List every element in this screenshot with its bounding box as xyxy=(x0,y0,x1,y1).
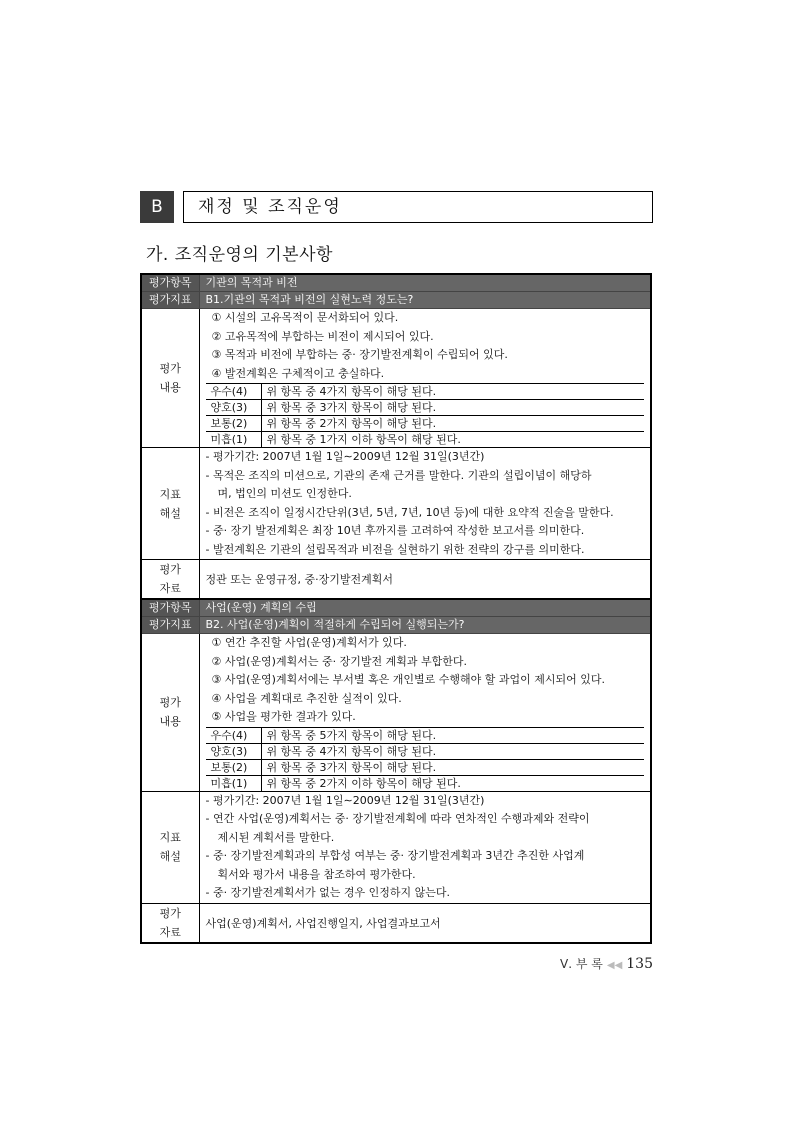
grade-desc: 위 항목 중 3가지 항목이 해당 된다. xyxy=(261,400,644,416)
list-item: ⑤ 사업을 평가한 결과가 있다. xyxy=(211,710,356,723)
grade-row xyxy=(206,384,645,400)
note-line: - 중· 장기발전계획서가 없는 경우 인정하지 않는다. xyxy=(205,886,450,899)
material-label-line: 평가 xyxy=(159,906,181,920)
grade-row xyxy=(206,743,645,759)
materials-value: 사업(운영)계획서, 사업진행일지, 사업결과보고서 xyxy=(199,903,651,943)
note-line: 제시된 계획서를 말한다. xyxy=(217,830,335,844)
material-label-line: 평가 xyxy=(159,563,181,576)
notes-cell xyxy=(199,791,651,903)
page-number: 135 xyxy=(626,956,653,972)
note-line: - 발전계획은 기관의 설립목적과 비전을 실현하기 위한 전략의 강구를 의미한다. xyxy=(205,542,585,556)
grade-desc: 위 항목 중 2가지 항목이 해당 된다. xyxy=(261,416,644,432)
note-line: - 평가기간: 2007년 1월 1일∼2009년 12월 31일(3년간) xyxy=(205,793,485,807)
item-label: 평가항목 xyxy=(141,599,199,617)
table-row xyxy=(141,560,651,600)
grade-name: 보통(2) xyxy=(206,759,262,775)
grade-desc: 위 항목 중 4가지 항목이 해당 된다. xyxy=(261,743,644,759)
content-label-line: 내용 xyxy=(159,715,181,729)
grade-name: 우수(4) xyxy=(206,384,262,400)
explain-label xyxy=(141,448,199,560)
indicator-value: B1.기관의 목적과 비전의 실현노력 정도는? xyxy=(199,292,651,309)
explain-label-line: 해설 xyxy=(159,506,181,520)
grade-row xyxy=(206,759,645,775)
grade-row xyxy=(206,400,645,416)
note-line: - 비전은 조직이 일정시간단위(3년, 5년, 7년, 10년 등)에 대한 요약적 진술을 말한다. xyxy=(205,505,614,519)
content-list xyxy=(206,634,645,727)
list-item: ④ 발전계획은 구체적이고 충실하다. xyxy=(211,366,385,380)
table-row xyxy=(141,903,651,943)
content-label-line: 평가 xyxy=(159,696,181,710)
note-line: - 중· 장기 발전계획은 최장 10년 후까지를 고려하여 작성한 보고서를 의미한다. xyxy=(205,524,585,537)
grade-desc: 위 항목 중 4가지 항목이 해당 된다. xyxy=(261,384,644,400)
content-label-line: 내용 xyxy=(159,381,181,394)
item-value: 사업(운영) 계획의 수립 xyxy=(199,599,651,617)
explain-label-line: 지표 xyxy=(159,487,181,501)
grade-table xyxy=(206,383,645,447)
section-header xyxy=(140,191,653,223)
material-label-line: 자료 xyxy=(159,582,181,595)
grade-name: 미흡(1) xyxy=(206,775,262,791)
footer-section: Ⅴ. 부 록 xyxy=(560,957,603,971)
material-label xyxy=(141,560,199,600)
explain-label-line: 해설 xyxy=(159,850,181,863)
grade-name: 양호(3) xyxy=(206,743,262,759)
page-footer xyxy=(560,955,653,972)
note-line: 획서와 평가서 내용을 참조하여 평가한다. xyxy=(217,867,416,881)
grade-desc: 위 항목 중 1가지 이하 항목이 해당 된다. xyxy=(261,432,644,448)
table-row xyxy=(141,274,651,292)
evaluation-table-b1 xyxy=(140,273,652,600)
grade-row xyxy=(206,432,645,448)
table-row xyxy=(141,634,651,792)
note-line: - 연간 사업(운영)계획서는 중· 장기발전계획에 따라 연차적인 수행과제와 전략이 xyxy=(205,812,590,825)
table-row xyxy=(141,599,651,617)
list-item: ③ 사업(운영)계획서에는 부서별 혹은 개인별로 수행해야 할 과업이 제시되어 있다. xyxy=(211,673,605,686)
list-item: ① 연간 추진할 사업(운영)계획서가 있다. xyxy=(211,636,407,649)
section-title: 재정 및 조직운영 xyxy=(183,191,653,223)
table-row xyxy=(141,309,651,448)
grade-row xyxy=(206,775,645,791)
material-label-line: 자료 xyxy=(159,925,181,939)
explain-label-line: 지표 xyxy=(159,831,181,844)
list-item: ① 시설의 고유목적이 문서화되어 있다. xyxy=(211,311,399,324)
materials-value: 정관 또는 운영규정, 중·장기발전계획서 xyxy=(199,560,651,600)
grade-desc: 위 항목 중 3가지 항목이 해당 된다. xyxy=(261,759,644,775)
table-row xyxy=(141,617,651,634)
grade-desc: 위 항목 중 2가지 이하 항목이 해당 된다. xyxy=(261,775,644,791)
list-item: ③ 목적과 비전에 부합하는 중· 장기발전계획이 수립되어 있다. xyxy=(211,348,508,361)
content-list xyxy=(206,309,645,383)
grade-name: 미흡(1) xyxy=(206,432,262,448)
grade-name: 보통(2) xyxy=(206,416,262,432)
content-label xyxy=(141,309,199,448)
grade-name: 양호(3) xyxy=(206,400,262,416)
notes-cell xyxy=(199,448,651,560)
evaluation-table-b2 xyxy=(140,598,652,944)
grade-desc: 위 항목 중 5가지 항목이 해당 된다. xyxy=(261,727,644,743)
subsection-title: 가. 조직운영의 기본사항 xyxy=(146,245,333,265)
item-label: 평가항목 xyxy=(141,274,199,292)
grade-table xyxy=(206,727,645,791)
table-row xyxy=(141,791,651,903)
grade-name: 우수(4) xyxy=(206,727,262,743)
note-line: - 중· 장기발전계획과의 부합성 여부는 중· 장기발전계획과 3년간 추진한 사업계 xyxy=(205,849,585,862)
section-letter: B xyxy=(140,191,174,223)
indicator-value: B2. 사업(운영)계획이 적절하게 수립되어 실행되는가? xyxy=(199,617,651,634)
list-item: ④ 사업을 계획대로 추진한 실적이 있다. xyxy=(211,691,402,705)
double-arrow-left-icon: ◀◀ xyxy=(606,960,623,971)
table-row xyxy=(141,448,651,560)
indicator-label: 평가지표 xyxy=(141,292,199,309)
explain-label xyxy=(141,791,199,903)
grade-row xyxy=(206,416,645,432)
content-cell xyxy=(199,634,651,792)
note-line: 며, 법인의 미션도 인정한다. xyxy=(217,487,352,500)
indicator-label: 평가지표 xyxy=(141,617,199,634)
grade-row xyxy=(206,727,645,743)
list-item: ② 사업(운영)계획서는 중· 장기발전 계획과 부합한다. xyxy=(211,654,467,668)
note-line: - 목적은 조직의 미션으로, 기관의 존재 근거를 말한다. 기관의 설립이념이 해당하 xyxy=(205,468,592,482)
content-label xyxy=(141,634,199,792)
table-row xyxy=(141,292,651,309)
item-value: 기관의 목적과 비전 xyxy=(199,274,651,292)
list-item: ② 고유목적에 부합하는 비전이 제시되어 있다. xyxy=(211,329,434,343)
content-label-line: 평가 xyxy=(159,362,181,375)
material-label xyxy=(141,903,199,943)
content-cell xyxy=(199,309,651,448)
note-line: - 평가기간: 2007년 1월 1일∼2009년 12월 31일(3년간) xyxy=(205,450,485,463)
